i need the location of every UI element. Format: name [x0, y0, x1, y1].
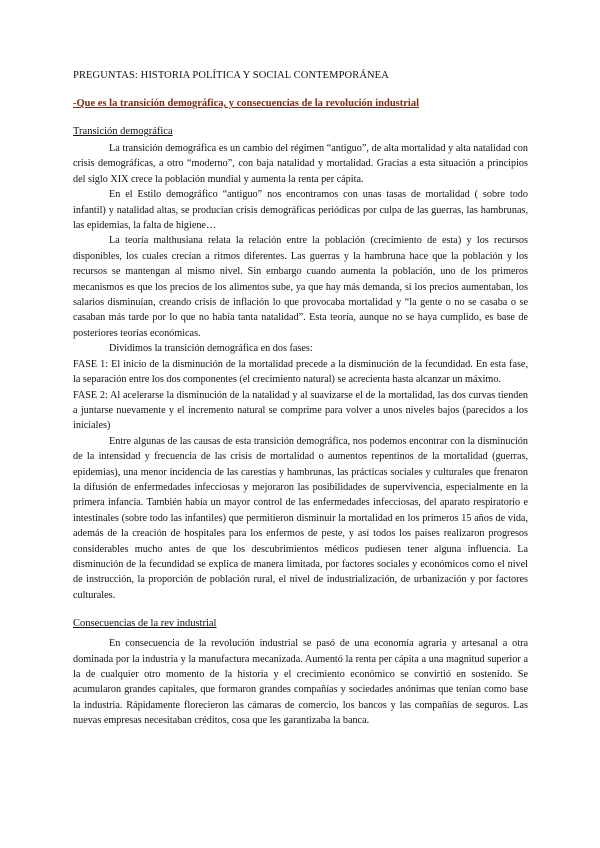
phase-2-paragraph: FASE 2: Al acelerarse la disminución de la natalidad y al suavizarse el de la mortalidad, las dos curvas tienden a juntarse nuevamente y el incremento natural se comprime para volver a unos niveles bajos (parecidos a los iniciales) [73, 389, 528, 432]
paragraph: La teoría malthusiana relata la relación entre la población (crecimiento de esta) y los recursos disponibles, los cuales crecían a ritmos diferentes. Las guerras y la hambruna hace que la población y los recursos se mantengan al mismo nivel. Sin embargo cuando aumenta la población, uno de los primeros mecanismos es que los precios de los alimentos sube, ya que hay más demanda, si los precios aumentaban, los salarios disminuían, creando crisis de inflación lo que provocaba mortalidad y “la gente o no se casaba o se casaban más tarde por lo que no había tanta natalidad”. Esta teoría, aunque no se haya cumplido, es base de posteriores teorías económicas. [73, 235, 528, 339]
section-heading-transicion: Transición demográfica [73, 126, 173, 137]
document-title: PREGUNTAS: HISTORIA POLÍTICA Y SOCIAL CONTEMPORÁNEA [73, 70, 389, 81]
paragraph: Dividimos la transición demográfica en dos fases: [109, 343, 313, 355]
paragraph: En el Estilo demográfico “antiguo” nos encontramos con unas tasas de mortalidad ( sobre todo infantil) y natalidad altas, se producían crisis demográficas periódicas por culpa de las guerras, las hambrunas, las epidemias, la falta de higiene… [73, 189, 528, 232]
question-title: -Que es la transición demográfica, y consecuencias de la revolución industrial [73, 98, 419, 109]
document-page [73, 70, 528, 729]
section-heading-consecuencias: Consecuencias de la rev industrial [73, 618, 217, 630]
paragraph: En consecuencia de la revolución industrial se pasó de una economía agraria y artesanal a otra dominada por la industria y la manufactura mecanizada. Aumentó la renta per cápita a una magnitud superior a la de cualquier otro momento de la historia y el crecimiento económico se convirtió en sostenido. Se acumularon grandes capitales, que formaron grandes compañías y sociedades anónimas que tenían como base la industria. Rápidamente florecieron las cámaras de comercio, los bancos y las compañías de seguros. Las nuevas empresas necesitaban créditos, cosa que les garantizaba la banca. [73, 638, 528, 727]
paragraph: La transición demográfica es un cambio del régimen “antiguo”, de alta mortalidad y alta natalidad con crisis demográficas, a otro “moderno”, con baja natalidad y mortalidad. Gracias a esta situación a principios del siglo XIX crece la población mundial y aumenta la renta per cápita. [73, 143, 528, 185]
paragraph: Entre algunas de las causas de esta transición demográfica, nos podemos encontrar con la disminución de la intensidad y frecuencia de las crisis de mortalidad o aumentos repentinos de la mortalidad (guerras, epidemias), una menor incidencia de las carestías y hambrunas, las prácticas sociales y culturales que frenaron la difusión de enfermedades infecciosas y mejoraron las posibilidades de supervivencia, especialmente en la primera infancia. También había un mayor control de las enfermedades infecciosas, del aparato respiratorio e intestinales (sobre todo las infantiles) que permitieron disminuir la mortalidad en los primeros 15 años de vida, además de la creación de hospitales para los enfermos de peste, y así todos los países realizaron progresos considerables mucho antes de que los descubrimientos médicos pudiesen tener alguna influencia. La disminución de la fecundidad se explica de manera limitada, por factores sociales y económicos como el nivel de instrucción, la proporción de población rural, el nivel de industrialización, de urbanización y por factores culturales. [73, 435, 528, 601]
phase-1-paragraph: FASE 1: El inicio de la disminución de la mortalidad precede a la disminución de la fecundidad. En esta fase, la separación entre los dos componentes (el crecimiento natural) se acrecienta hasta alcanzar un máximo. [73, 358, 528, 386]
